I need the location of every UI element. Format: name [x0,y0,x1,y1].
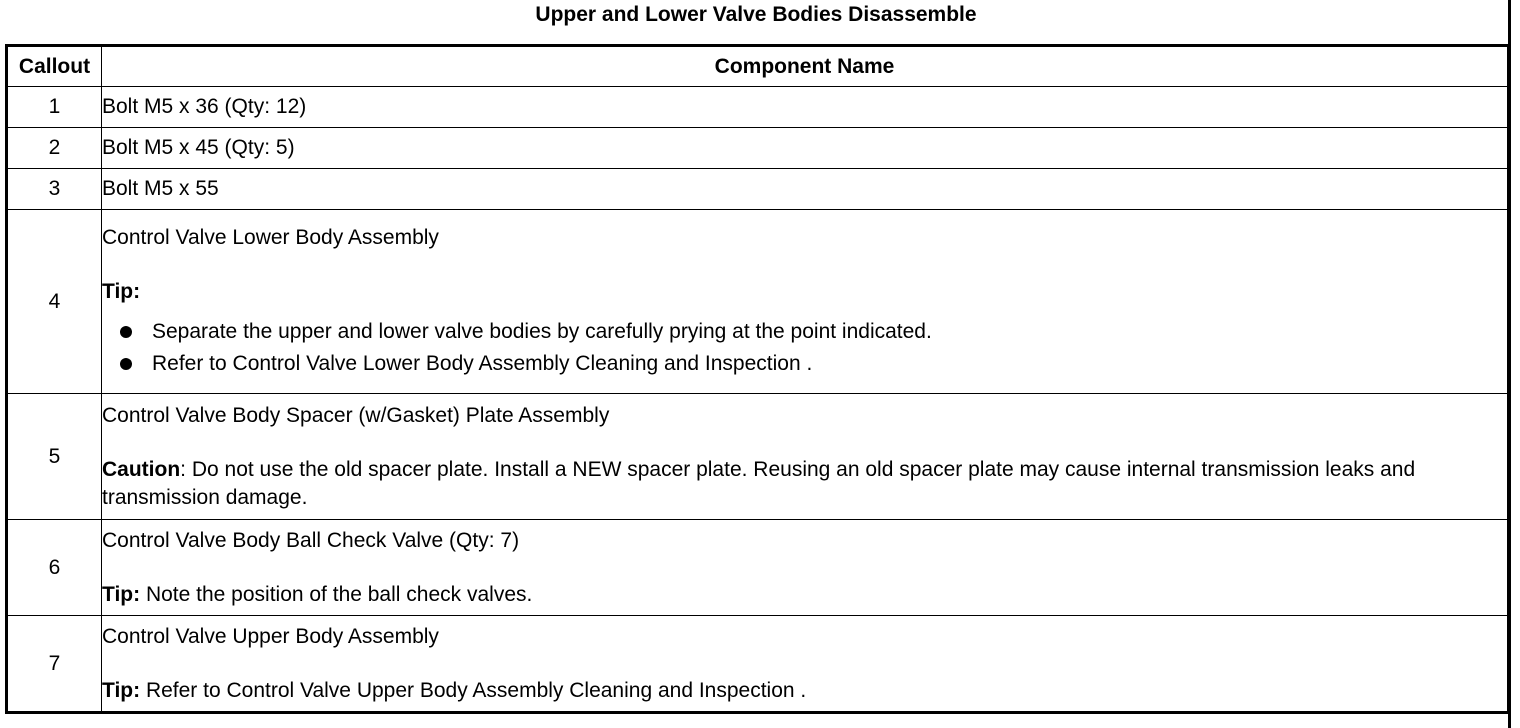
bullet-text: Separate the upper and lower valve bodies by carefully prying at the point indicated. [152,319,932,343]
list-item [120,316,1507,348]
callout-number: 2 [7,128,102,169]
bullet-icon [120,358,132,370]
callout-number: 1 [7,87,102,128]
component-name: Bolt M5 x 45 (Qty: 5) [102,128,1509,169]
tip-label: Tip: [102,279,141,303]
caution-label: Caution [102,457,181,481]
component-name: Bolt M5 x 55 [102,169,1509,210]
component-cell [102,394,1509,520]
table-row [7,394,1509,520]
callout-number: 3 [7,169,102,210]
component-cell [102,616,1509,713]
bullet-icon [120,326,132,338]
tip-note [102,581,1507,609]
list-item [120,348,1507,380]
table-header-row [7,46,1509,87]
component-name: Control Valve Body Ball Check Valve (Qty: 7) [102,528,520,552]
table-row [7,210,1509,394]
component-name-column-header: Component Name [102,46,1509,87]
caution-note: Caution: Do not use the old spacer plate. Install a NEW spacer plate. Reusing an old spacer plate may cause internal transmission leaks and transmission damage. [102,457,1416,509]
callout-number: 5 [7,394,102,520]
tip-text: Refer to Control Valve Upper Body Assembly Cleaning and Inspection . [140,678,807,702]
component-table [5,44,1510,714]
component-name: Control Valve Upper Body Assembly [102,624,439,648]
callout-number: 4 [7,210,102,394]
table-row [7,128,1509,169]
callout-number: 7 [7,616,102,713]
tip-note [102,677,1507,705]
document-title: Upper and Lower Valve Bodies Disassemble [535,3,977,26]
tip-label: Tip: [102,678,141,702]
tip-bullet-list [102,316,1507,380]
table-row [7,520,1509,616]
table-row [7,169,1509,210]
tip-text: Note the position of the ball check valves. [140,582,533,606]
component-name: Bolt M5 x 36 (Qty: 12) [102,87,1509,128]
bullet-text: Refer to Control Valve Lower Body Assembly Cleaning and Inspection . [152,351,813,375]
caution-text: Do not use the old spacer plate. Install a NEW spacer plate. Reusing an old spacer plate may cause internal transmission leaks and transmission damage. [102,457,1416,509]
table-row [7,616,1509,713]
component-name: Control Valve Body Spacer (w/Gasket) Plate Assembly [102,403,610,427]
table-row [7,87,1509,128]
callout-column-header: Callout [7,46,102,87]
component-name: Control Valve Lower Body Assembly [102,225,439,249]
callout-number: 6 [7,520,102,616]
component-cell [102,520,1509,616]
tip-label: Tip: [102,582,141,606]
component-cell [102,210,1509,394]
